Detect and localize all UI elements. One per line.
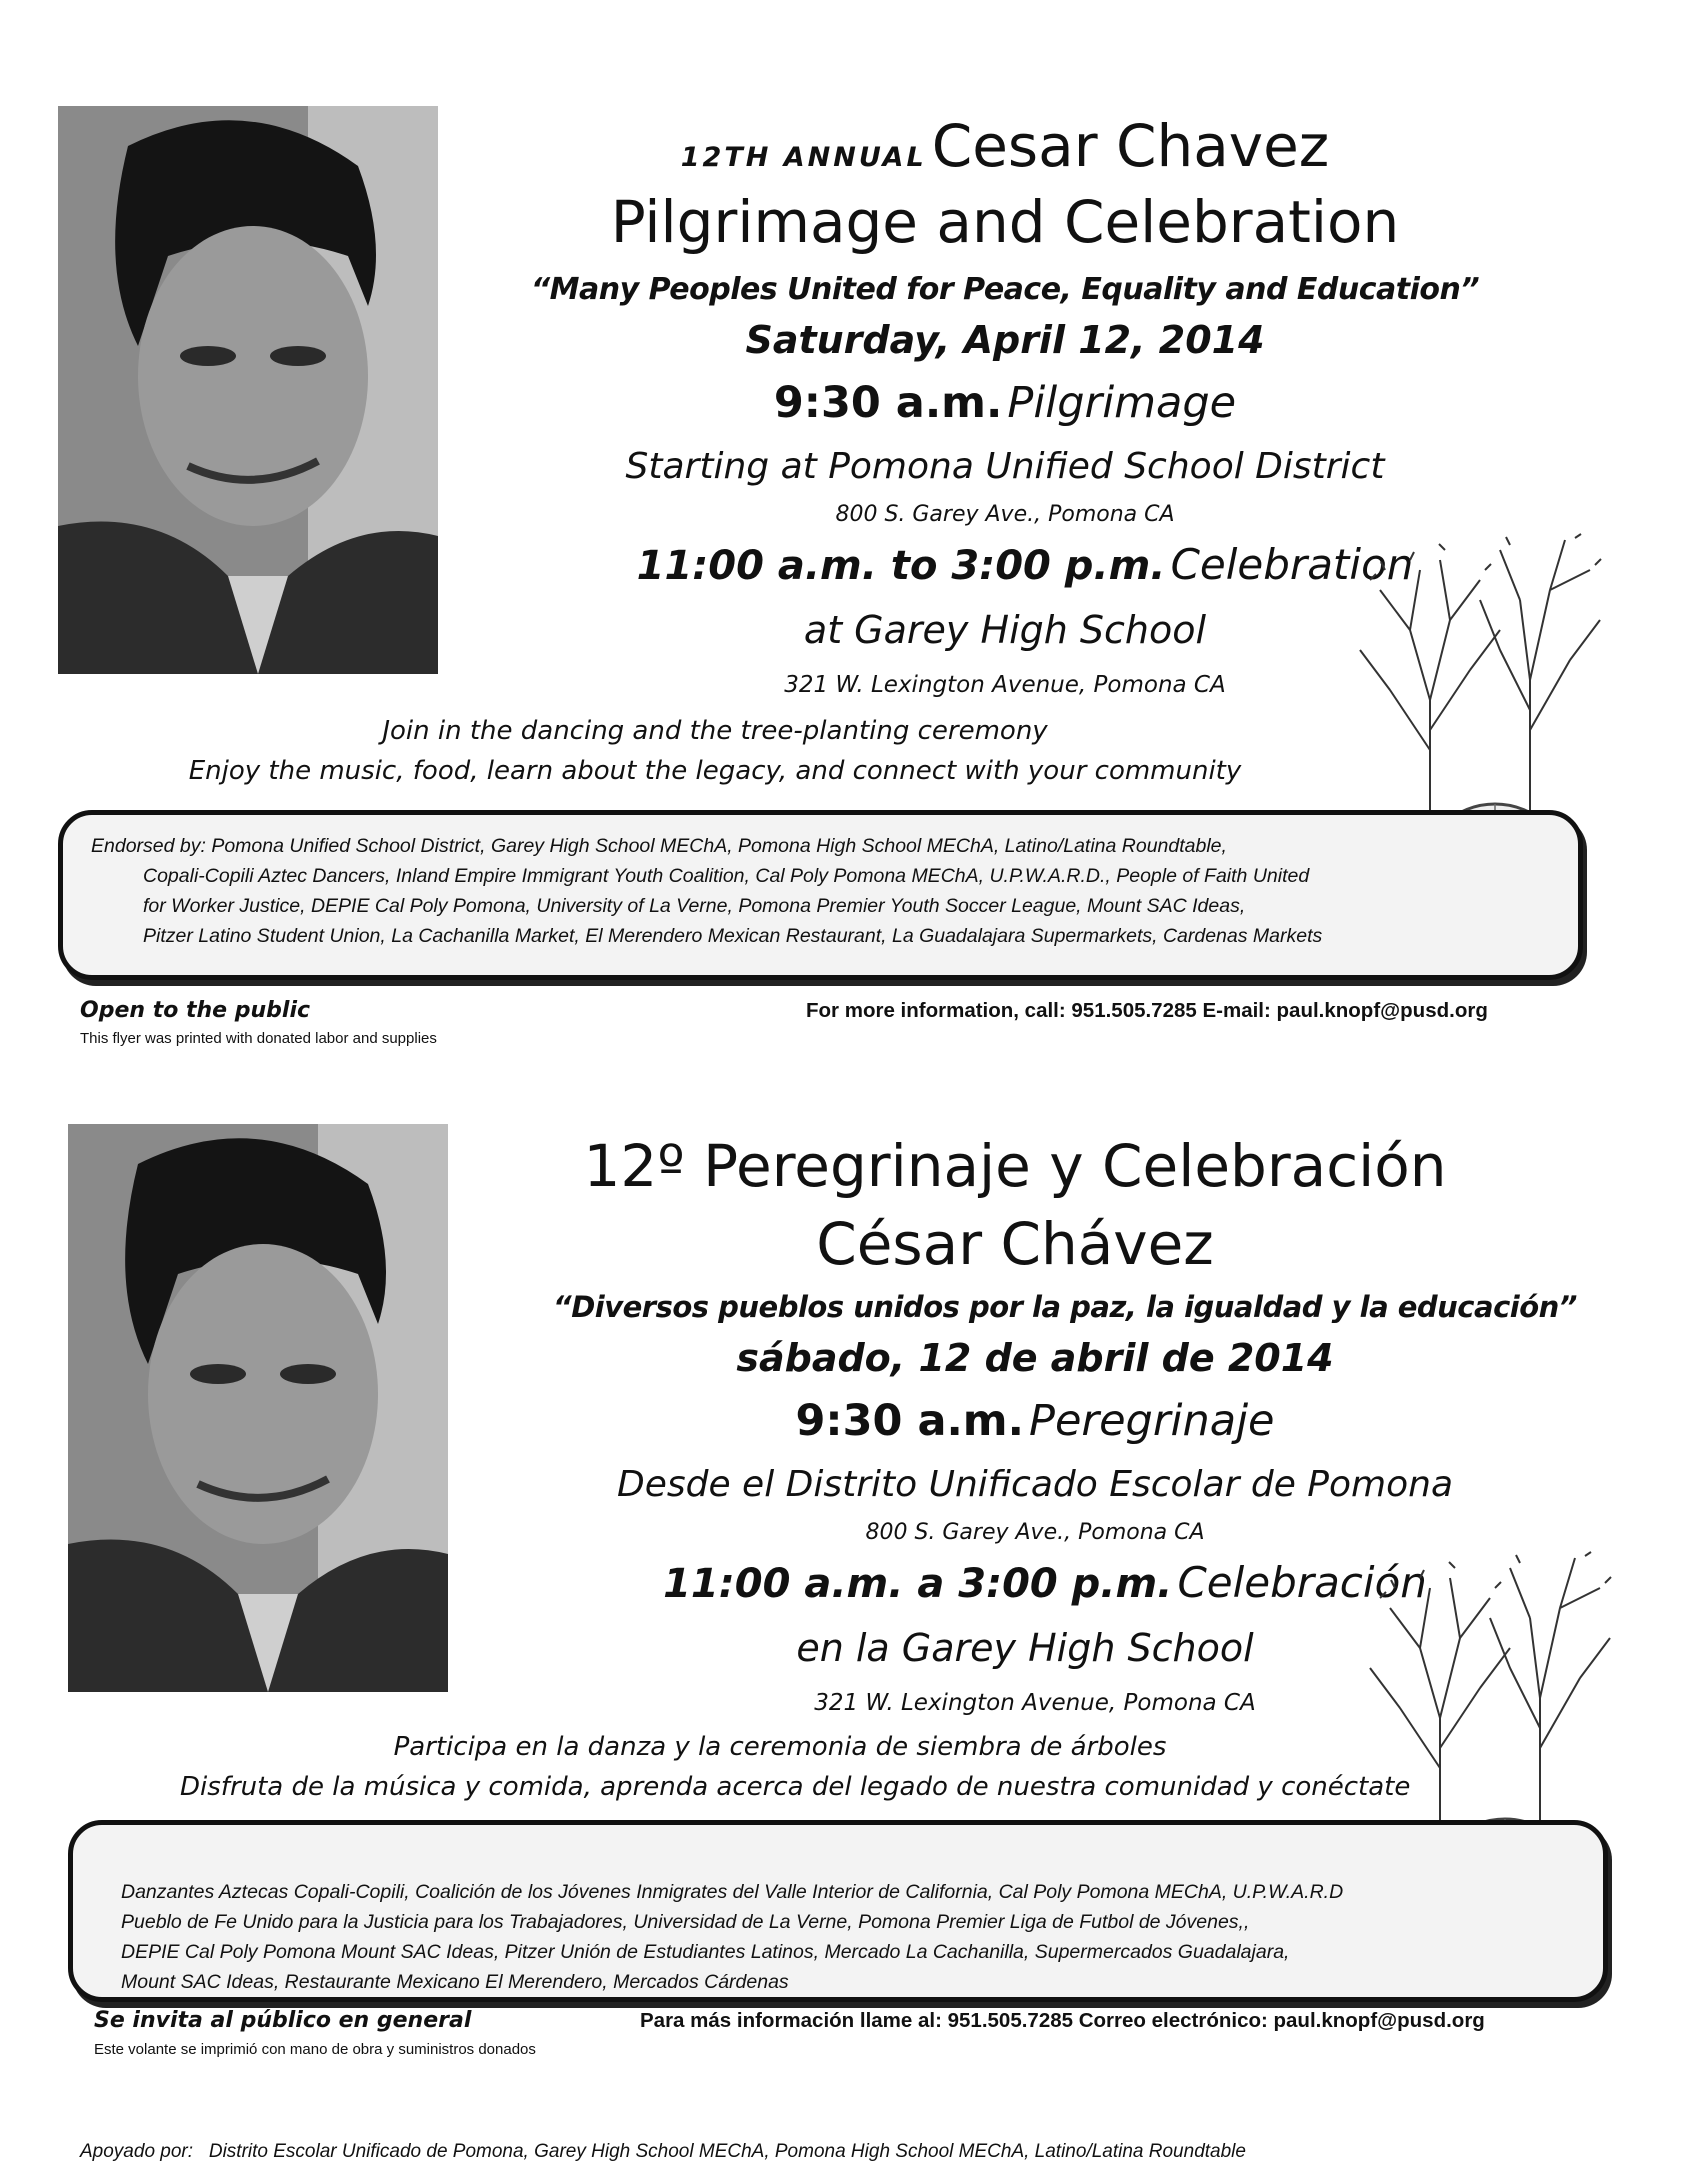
pilgrimage-time: 9:30 a.m. bbox=[773, 378, 1003, 428]
celebration-address: 321 W. Lexington Avenue, Pomona CA bbox=[784, 672, 1226, 698]
cesar-chavez-photo bbox=[58, 106, 438, 674]
es-endorsements-box bbox=[68, 1820, 1608, 2002]
celebration-venue: at Garey High School bbox=[803, 608, 1207, 652]
es-pilgrimage-start: Desde el Distrito Unificado Escolar de Pomona bbox=[616, 1464, 1453, 1505]
supported-by-footer: Apoyado por: Distrito Escolar Unificado de Pomona, Garey High School MEChA, Pomona High School MEChA, Latino/Latina Roundtable bbox=[80, 2141, 1246, 2162]
endorsed-line-3: for Worker Justice, DEPIE Cal Poly Pomona, University of La Verne, Pomona Premier Youth Soccer League, Mount SAC Ideas, bbox=[143, 895, 1246, 917]
pilgrimage-label: Pilgrimage bbox=[1007, 378, 1237, 428]
celebration-time: 11:00 a.m. to 3:00 p.m. bbox=[636, 543, 1166, 589]
es-pilgrimage-address: 800 S. Garey Ave., Pomona CA bbox=[865, 1520, 1205, 1545]
pilgrimage-start: Starting at Pomona Unified School District bbox=[625, 446, 1385, 487]
endorsed-line-4: Pitzer Latino Student Union, La Cachanilla Market, El Merendero Mexican Restaurant, La Guadalajara Supermarkets, Cardenas Markets bbox=[143, 925, 1323, 947]
annual-label: 12TH ANNUAL bbox=[680, 142, 927, 173]
tree-illustration bbox=[1350, 530, 1610, 830]
es-endorsed-line-4: Mount SAC Ideas, Restaurante Mexicano El Merendero, Mercados Cárdenas bbox=[121, 1971, 789, 1993]
contact-info: For more information, call: 951.505.7285 E-mail: paul.knopf@pusd.org bbox=[806, 999, 1488, 1022]
es-endorsed-line-2: Pueblo de Fe Unido para la Justicia para los Trabajadores, Universidad de La Verne, Pomona Premier Liga de Futbol de Jóvenes,, bbox=[121, 1911, 1250, 1933]
open-to-public: Open to the public bbox=[80, 998, 311, 1023]
es-pilgrimage-time: 9:30 a.m. bbox=[795, 1396, 1024, 1446]
endorsed-line-2: Copali-Copili Aztec Dancers, Inland Empire Immigrant Youth Coalition, Cal Poly Pomona MEChA, U.P.W.A.R.D., People of Faith United bbox=[143, 865, 1310, 887]
endorsements-box bbox=[58, 810, 1583, 980]
celebration-label: Celebration bbox=[1170, 540, 1414, 589]
event-date: Saturday, April 12, 2014 bbox=[745, 318, 1265, 362]
tree-illustration-es bbox=[1360, 1548, 1620, 1848]
slogan: “Many Peoples United for Peace, Equality and Education” bbox=[530, 272, 1480, 307]
cesar-chavez-photo-es bbox=[68, 1124, 448, 1692]
es-endorsed-line-1: Danzantes Aztecas Copali-Copili, Coalición de los Jóvenes Inmigrates del Valle Interior de California, Cal Poly Pomona MEChA, U.P.W.A.R.D bbox=[121, 1881, 1344, 1903]
es-event-date: sábado, 12 de abril de 2014 bbox=[736, 1336, 1334, 1380]
es-celebration-address: 321 W. Lexington Avenue, Pomona CA bbox=[814, 1690, 1256, 1716]
es-celebration-venue: en la Garey High School bbox=[796, 1626, 1254, 1670]
es-activity-line-2: Disfruta de la música y comida, aprenda acerca del legado de nuestra comunidad y conéctate bbox=[180, 1772, 1411, 1802]
activity-line-2: Enjoy the music, food, learn about the legacy, and connect with your community bbox=[188, 756, 1242, 786]
title-line-2: Pilgrimage and Celebration bbox=[610, 188, 1400, 256]
es-pilgrimage-label: Peregrinaje bbox=[1029, 1396, 1275, 1446]
activity-line-1: Join in the dancing and the tree-planting ceremony bbox=[382, 716, 1048, 746]
es-title-line-1: 12º Peregrinaje y Celebración bbox=[583, 1132, 1447, 1200]
es-activity-line-1: Participa en la danza y la ceremonia de siembra de árboles bbox=[393, 1732, 1167, 1762]
endorsed-line-1: Endorsed by: Pomona Unified School District, Garey High School MEChA, Pomona High School MEChA, Latino/Latina Roundtable, bbox=[91, 835, 1227, 857]
pilgrimage-address: 800 S. Garey Ave., Pomona CA bbox=[835, 502, 1175, 527]
es-title-line-2: César Chávez bbox=[816, 1210, 1214, 1278]
printed-note: This flyer was printed with donated labor and supplies bbox=[80, 1030, 437, 1047]
title-name: Cesar Chavez bbox=[931, 112, 1330, 180]
es-contact-info: Para más información llame al: 951.505.7285 Correo electrónico: paul.knopf@pusd.org bbox=[640, 2009, 1485, 2032]
es-printed-note: Este volante se imprimió con mano de obra y suministros donados bbox=[94, 2041, 536, 2058]
es-open-to-public: Se invita al público en general bbox=[94, 2008, 472, 2033]
es-slogan: “Diversos pueblos unidos por la paz, la igualdad y la educación” bbox=[553, 1290, 1577, 1324]
es-celebration-time: 11:00 a.m. a 3:00 p.m. bbox=[663, 1561, 1173, 1607]
es-endorsed-line-3: DEPIE Cal Poly Pomona Mount SAC Ideas, Pitzer Unión de Estudiantes Latinos, Mercado La Cachanilla, Supermercados Guadalajara, bbox=[121, 1941, 1290, 1963]
es-celebration-label: Celebración bbox=[1177, 1558, 1427, 1607]
